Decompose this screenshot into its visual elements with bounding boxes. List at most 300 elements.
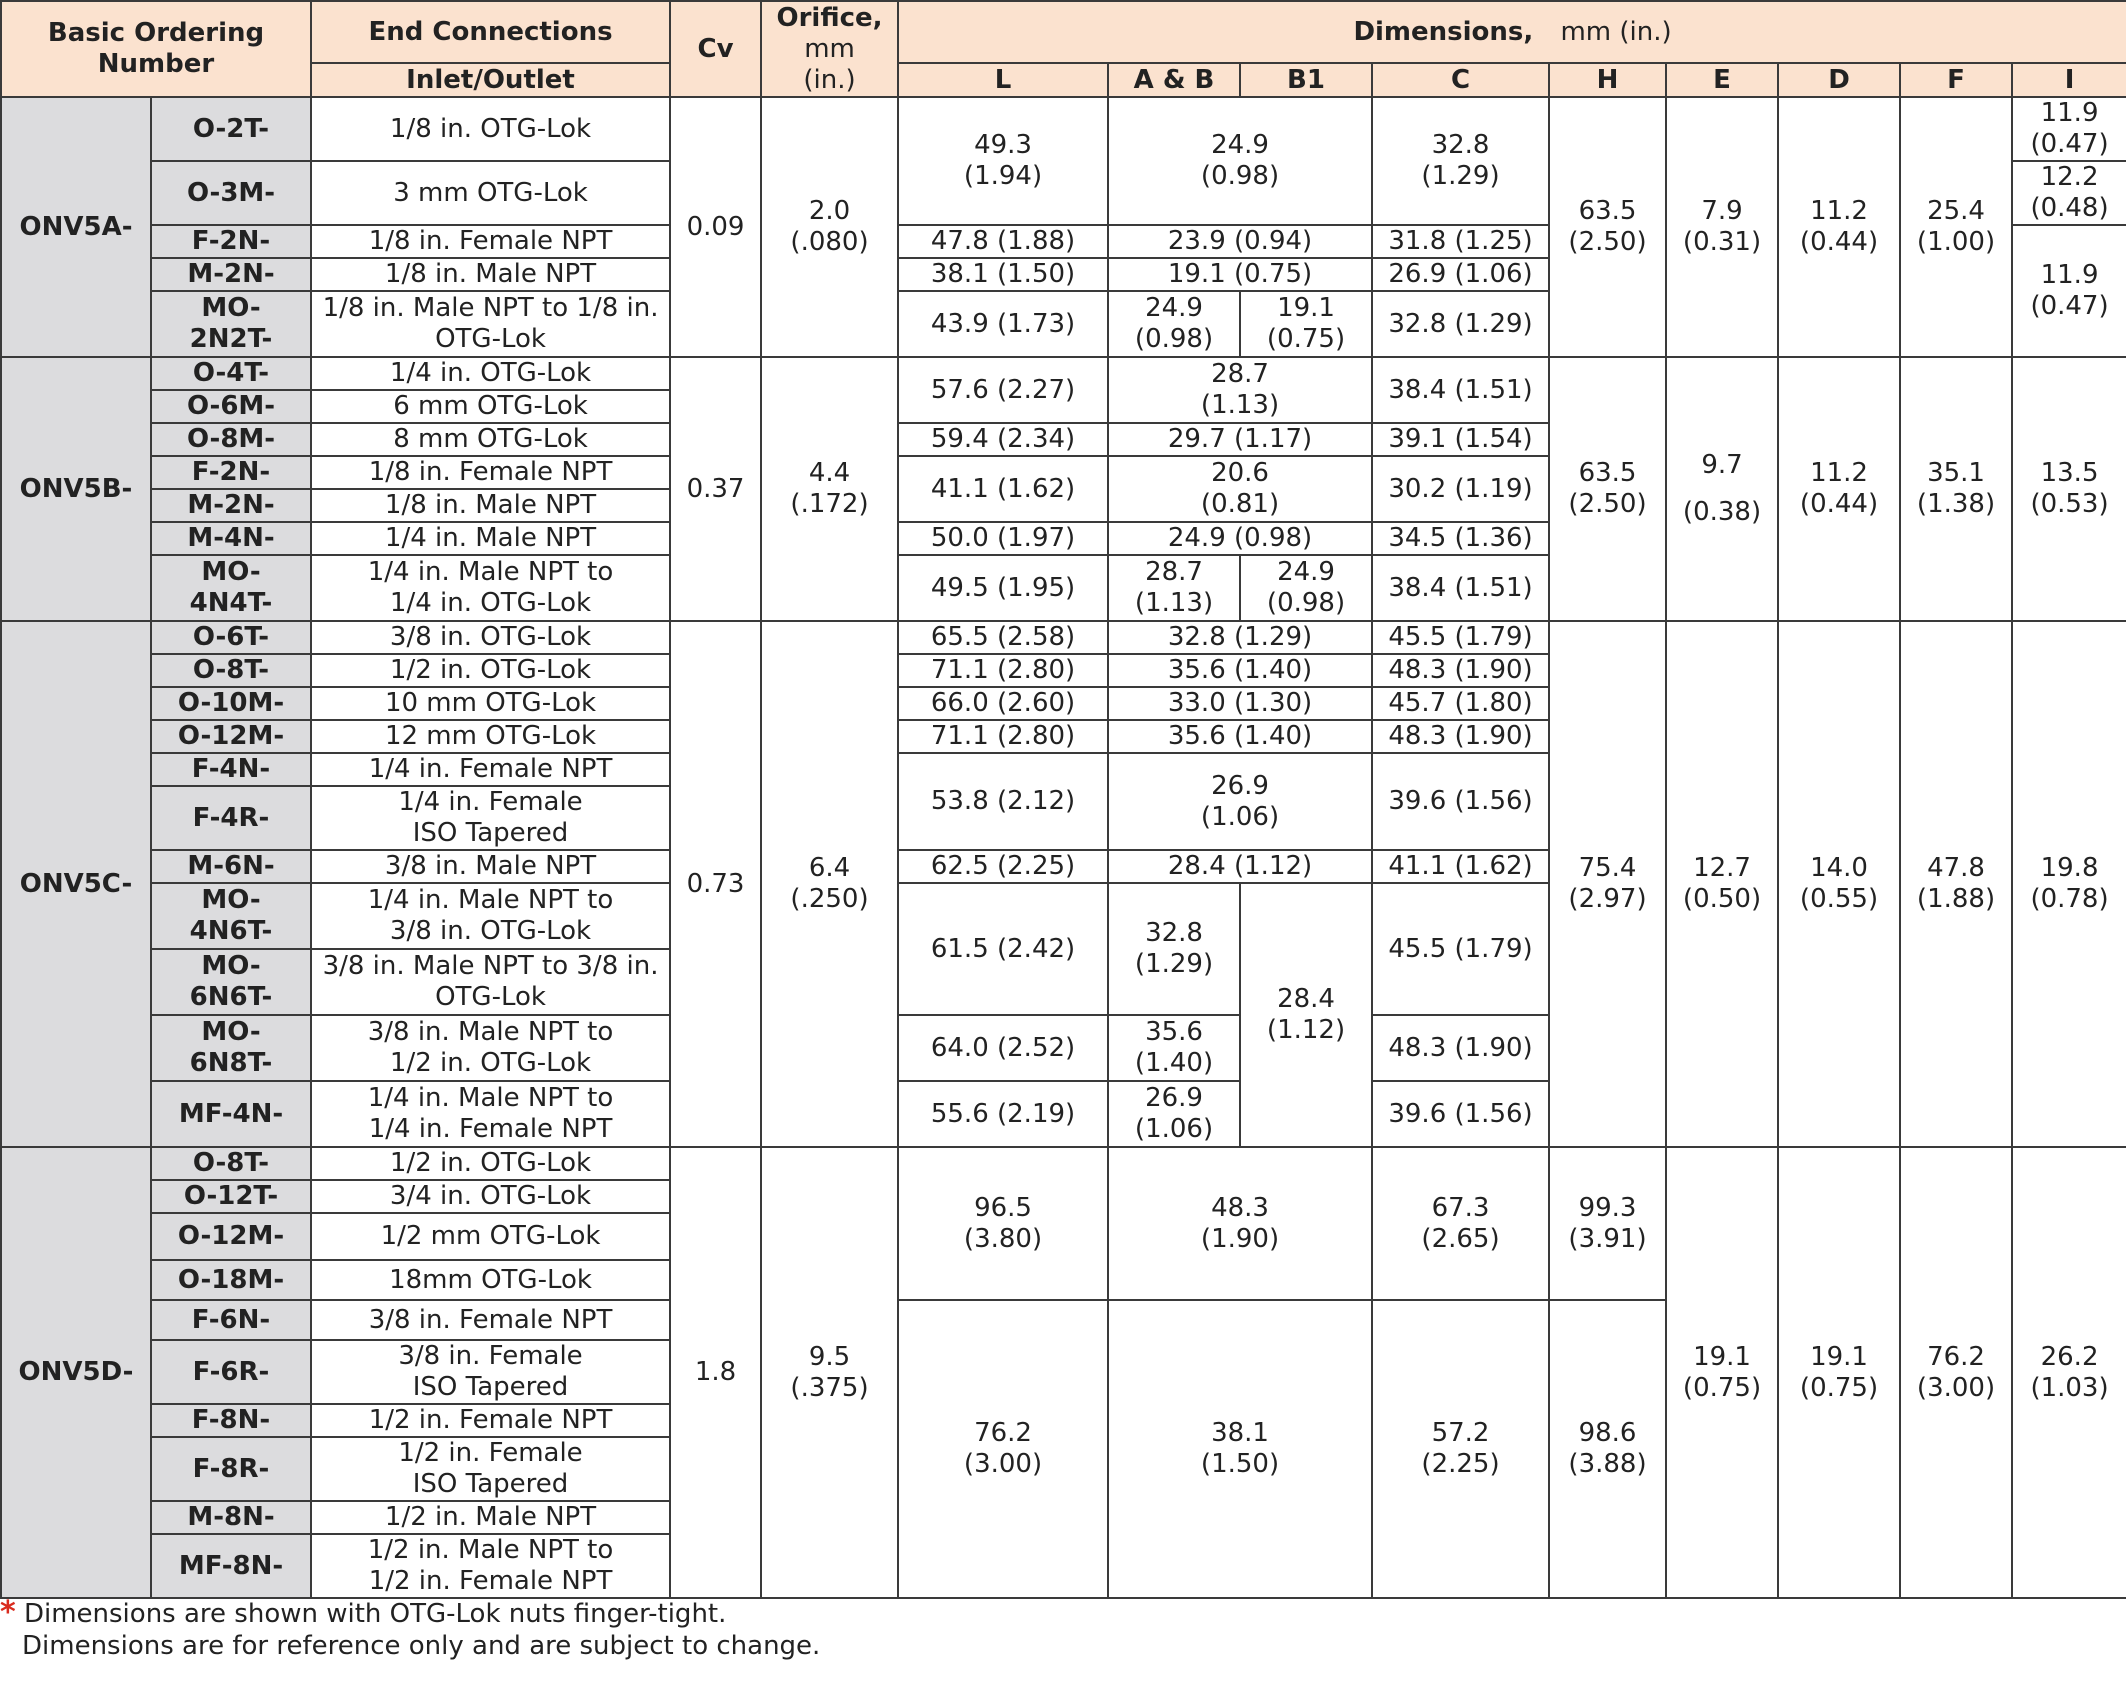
dim-AB: 29.7 (1.17) xyxy=(1108,423,1372,456)
dim-mm: 24.9 xyxy=(1145,293,1203,323)
conn-line: 1/4 in. Male NPT to xyxy=(367,885,614,915)
dim-C: 39.6 (1.56) xyxy=(1372,753,1549,850)
conn-line: 1/4 in. Male NPT to xyxy=(367,557,614,587)
conn-line: 3/8 in. OTG-Lok xyxy=(389,916,592,946)
dim-L: 50.0 (1.97) xyxy=(898,522,1108,555)
dim-L: 65.5 (2.58) xyxy=(898,621,1108,654)
dim-in: (1.29) xyxy=(1421,161,1500,191)
dim-in: (3.91) xyxy=(1568,1223,1647,1254)
dim-C: 38.4 (1.51) xyxy=(1372,357,1549,423)
dim-mm: 63.5 xyxy=(1578,196,1637,226)
dim-I xyxy=(2012,161,2126,225)
dim-L: 47.8 (1.88) xyxy=(898,225,1108,258)
dim-D xyxy=(1778,357,1900,621)
dim-L: 71.1 (2.80) xyxy=(898,654,1108,687)
code-line: MO- xyxy=(201,1017,261,1047)
dim-E xyxy=(1666,621,1778,1147)
dim-H xyxy=(1549,1300,1666,1598)
end-connection: 1/2 mm OTG-Lok xyxy=(311,1213,670,1260)
dim-in: (0.75) xyxy=(1682,1372,1762,1403)
ordering-code xyxy=(151,949,311,1015)
group-number: ONV5A- xyxy=(1,97,151,357)
end-connection: 1/4 in. Male NPT xyxy=(311,522,670,555)
conn-line: 1/4 in. Female NPT xyxy=(368,1114,613,1144)
dim-mm: 28.7 xyxy=(1211,359,1269,389)
header-dimensions xyxy=(898,1,2126,63)
footnotes xyxy=(0,1597,820,1662)
dim-mm: 11.2 xyxy=(1810,458,1868,488)
ordering-code: O-8T- xyxy=(151,654,311,687)
dim-I xyxy=(2012,225,2126,357)
dim-L: 43.9 (1.73) xyxy=(898,291,1108,357)
ordering-code: O-3M- xyxy=(151,161,311,225)
dim-in: (1.90) xyxy=(1200,1223,1280,1254)
conn-line: 3/8 in. Male NPT to 3/8 in. xyxy=(322,951,659,981)
dim-B1 xyxy=(1240,883,1372,1147)
footnote-2: Dimensions are for reference only and are subject to change. xyxy=(22,1631,821,1661)
dim-mm: 48.3 xyxy=(1211,1192,1269,1223)
ordering-code: O-8T- xyxy=(151,1147,311,1180)
header-col-I: I xyxy=(2012,63,2126,97)
ordering-code: F-4N- xyxy=(151,753,311,786)
end-connection: 18mm OTG-Lok xyxy=(311,1260,670,1300)
group-number: ONV5C- xyxy=(1,621,151,1147)
dim-AB xyxy=(1108,1300,1372,1598)
end-connection xyxy=(311,555,670,621)
dim-mm: 11.9 xyxy=(2040,260,2099,290)
dim-mm: 11.9 xyxy=(2040,98,2099,128)
dim-F xyxy=(1900,97,2012,357)
dim-in: (1.06) xyxy=(1134,1114,1214,1144)
end-connection: 8 mm OTG-Lok xyxy=(311,423,670,456)
code-line: MO- xyxy=(201,885,261,915)
dim-C: 30.2 (1.19) xyxy=(1372,456,1549,522)
ordering-code xyxy=(151,883,311,949)
dim-in: (1.03) xyxy=(2030,1372,2109,1403)
dim-L: 71.1 (2.80) xyxy=(898,720,1108,753)
ordering-code: M-6N- xyxy=(151,850,311,883)
group-number: ONV5B- xyxy=(1,357,151,621)
end-connection: 1/2 in. Male NPT xyxy=(311,1501,670,1534)
dim-in: (0.98) xyxy=(1200,161,1280,191)
header-orifice xyxy=(761,1,898,97)
orifice-in: (.172) xyxy=(790,489,869,519)
end-connection xyxy=(311,1081,670,1147)
dim-L: 57.6 (2.27) xyxy=(898,357,1108,423)
dim-in: (0.44) xyxy=(1799,489,1879,519)
end-connection: 1/4 in. Female NPT xyxy=(311,753,670,786)
dim-in: (2.50) xyxy=(1568,489,1647,519)
dim-AB xyxy=(1108,555,1240,621)
dim-B1 xyxy=(1240,555,1372,621)
dim-AB: 35.6 (1.40) xyxy=(1108,720,1372,753)
dim-in: (0.31) xyxy=(1682,227,1762,257)
dim-in: (3.88) xyxy=(1568,1449,1647,1479)
table-row xyxy=(1,1147,2126,1180)
conn-line: 1/4 in. OTG-Lok xyxy=(389,588,592,618)
end-connection xyxy=(311,1534,670,1598)
dim-D xyxy=(1778,1147,1900,1598)
header-col-B1: B1 xyxy=(1240,63,1372,97)
header-end-connections: End Connections xyxy=(311,1,670,63)
dim-mm: 12.2 xyxy=(2040,162,2099,192)
dim-C: 45.7 (1.80) xyxy=(1372,687,1549,720)
end-connection xyxy=(311,883,670,949)
header-dimensions-title: Dimensions, xyxy=(1353,16,1534,47)
header-inlet-outlet: Inlet/Outlet xyxy=(311,63,670,97)
dim-mm: 96.5 xyxy=(974,1192,1032,1223)
conn-line: 1/2 in. Male NPT to xyxy=(367,1535,614,1565)
dim-F xyxy=(1900,357,2012,621)
header-col-C: C xyxy=(1372,63,1549,97)
dim-in: (1.06) xyxy=(1200,801,1280,832)
dim-B1 xyxy=(1240,291,1372,357)
code-line: 4N6T- xyxy=(189,916,273,946)
dim-mm: 19.8 xyxy=(2040,853,2099,883)
dim-C: 41.1 (1.62) xyxy=(1372,850,1549,883)
dim-AB xyxy=(1108,357,1372,423)
conn-line: ISO Tapered xyxy=(412,1469,569,1499)
dim-C: 39.6 (1.56) xyxy=(1372,1081,1549,1147)
dim-in: (0.75) xyxy=(1799,1372,1879,1403)
dim-in: (3.80) xyxy=(963,1223,1043,1254)
dim-H xyxy=(1549,1147,1666,1300)
dim-F xyxy=(1900,1147,2012,1598)
dim-L: 66.0 (2.60) xyxy=(898,687,1108,720)
dim-C: 45.5 (1.79) xyxy=(1372,621,1549,654)
dim-C: 31.8 (1.25) xyxy=(1372,225,1549,258)
dim-C: 48.3 (1.90) xyxy=(1372,654,1549,687)
dim-E xyxy=(1666,357,1778,621)
dim-mm: 12.7 xyxy=(1693,853,1751,883)
ordering-code: O-8M- xyxy=(151,423,311,456)
dim-mm: 26.2 xyxy=(2040,1341,2099,1372)
dim-AB xyxy=(1108,1081,1240,1147)
conn-line: OTG-Lok xyxy=(435,324,546,354)
dim-mm: 11.2 xyxy=(1810,196,1868,226)
dim-in: (0.47) xyxy=(2030,291,2109,321)
table-row xyxy=(1,621,2126,654)
dim-mm: 35.1 xyxy=(1927,458,1985,488)
conn-line: 1/2 in. Female xyxy=(398,1438,583,1468)
dim-C: 48.3 (1.90) xyxy=(1372,720,1549,753)
conn-line: 1/4 in. Female xyxy=(398,787,583,817)
dim-in: (0.38) xyxy=(1682,497,1762,527)
orifice-in: (.080) xyxy=(790,227,869,257)
conn-line: 1/2 in. Female NPT xyxy=(368,1566,613,1596)
dim-in: (1.40) xyxy=(1134,1048,1214,1078)
dim-in: (0.98) xyxy=(1134,324,1214,354)
dim-AB xyxy=(1108,291,1240,357)
dim-C: 39.1 (1.54) xyxy=(1372,423,1549,456)
dim-L: 64.0 (2.52) xyxy=(898,1015,1108,1081)
header-col-D: D xyxy=(1778,63,1900,97)
ordering-code: F-4R- xyxy=(151,786,311,850)
dim-mm: 24.9 xyxy=(1211,130,1269,160)
code-line: MO- xyxy=(201,293,261,323)
dim-AB: 23.9 (0.94) xyxy=(1108,225,1372,258)
dim-AB: 32.8 (1.29) xyxy=(1108,621,1372,654)
ordering-code: M-2N- xyxy=(151,258,311,291)
ordering-code: M-8N- xyxy=(151,1501,311,1534)
end-connection: 1/2 in. OTG-Lok xyxy=(311,654,670,687)
dim-E xyxy=(1666,1147,1778,1598)
ordering-code: F-6R- xyxy=(151,1340,311,1404)
dim-AB xyxy=(1108,1015,1240,1081)
code-line: MO- xyxy=(201,951,261,981)
group-number: ONV5D- xyxy=(1,1147,151,1598)
header-col-H: H xyxy=(1549,63,1666,97)
end-connection xyxy=(311,1437,670,1501)
dim-mm: 75.4 xyxy=(1578,853,1637,883)
dim-C: 45.5 (1.79) xyxy=(1372,883,1549,1015)
ordering-code xyxy=(151,555,311,621)
code-line: 6N6T- xyxy=(189,982,273,1012)
dim-L: 59.4 (2.34) xyxy=(898,423,1108,456)
dim-I xyxy=(2012,1147,2126,1598)
end-connection: 1/2 in. OTG-Lok xyxy=(311,1147,670,1180)
dim-mm: 63.5 xyxy=(1578,458,1637,488)
ordering-code: M-2N- xyxy=(151,489,311,522)
dim-L: 41.1 (1.62) xyxy=(898,456,1108,522)
dim-I xyxy=(2012,97,2126,161)
dim-in: (2.25) xyxy=(1421,1449,1500,1479)
cv-value: 1.8 xyxy=(670,1147,761,1598)
dim-in: (2.50) xyxy=(1568,227,1647,257)
dim-D xyxy=(1778,621,1900,1147)
dim-F xyxy=(1900,621,2012,1147)
table-row xyxy=(1,357,2126,390)
dim-in: (1.29) xyxy=(1134,949,1214,979)
dim-in: (0.44) xyxy=(1799,227,1879,257)
table-row xyxy=(1,97,2126,161)
end-connection: 3/8 in. Male NPT xyxy=(311,850,670,883)
dim-in: (3.00) xyxy=(1916,1372,1996,1403)
ordering-code: F-2N- xyxy=(151,456,311,489)
end-connection: 10 mm OTG-Lok xyxy=(311,687,670,720)
dim-in: (0.98) xyxy=(1266,588,1346,618)
dim-L: 38.1 (1.50) xyxy=(898,258,1108,291)
dim-C: 48.3 (1.90) xyxy=(1372,1015,1549,1081)
orifice-value xyxy=(761,357,898,621)
dim-L: 53.8 (2.12) xyxy=(898,753,1108,850)
dim-C: 38.4 (1.51) xyxy=(1372,555,1549,621)
end-connection: 3/8 in. OTG-Lok xyxy=(311,621,670,654)
dim-in: (1.38) xyxy=(1916,489,1996,519)
dim-AB: 35.6 (1.40) xyxy=(1108,654,1372,687)
dim-in: (1.13) xyxy=(1200,390,1280,420)
end-connection: 1/8 in. OTG-Lok xyxy=(311,97,670,161)
dim-mm: 57.2 xyxy=(1431,1418,1490,1448)
conn-line: 1/8 in. Male NPT to 1/8 in. xyxy=(322,293,659,323)
dim-in: (1.13) xyxy=(1134,588,1214,618)
dim-mm: 76.2 xyxy=(974,1418,1032,1448)
header-orifice-unit-mm: mm xyxy=(804,33,855,64)
cv-value: 0.73 xyxy=(670,621,761,1147)
conn-line: ISO Tapered xyxy=(412,818,569,848)
end-connection: 1/8 in. Female NPT xyxy=(311,225,670,258)
ordering-code: F-8N- xyxy=(151,1404,311,1437)
ordering-code: M-4N- xyxy=(151,522,311,555)
dim-L: 55.6 (2.19) xyxy=(898,1081,1108,1147)
ordering-code: MF-4N- xyxy=(151,1081,311,1147)
dim-mm: 19.1 xyxy=(1693,1341,1751,1372)
dim-AB xyxy=(1108,753,1372,850)
header-orifice-unit-in: (in.) xyxy=(803,64,856,95)
ordering-code: O-10M- xyxy=(151,687,311,720)
ordering-code: O-4T- xyxy=(151,357,311,390)
dim-AB: 33.0 (1.30) xyxy=(1108,687,1372,720)
asterisk-icon: * xyxy=(0,1595,16,1630)
ordering-code: O-6M- xyxy=(151,390,311,423)
end-connection xyxy=(311,1340,670,1404)
end-connection: 1/8 in. Female NPT xyxy=(311,456,670,489)
dim-C: 34.5 (1.36) xyxy=(1372,522,1549,555)
dim-C xyxy=(1372,1147,1549,1300)
conn-line: 1/2 in. OTG-Lok xyxy=(389,1048,592,1078)
code-line: MO- xyxy=(201,557,261,587)
dim-C xyxy=(1372,1300,1549,1598)
dim-in: (0.55) xyxy=(1799,884,1879,914)
dim-L xyxy=(898,1147,1108,1300)
ordering-code: O-6T- xyxy=(151,621,311,654)
dim-mm: 13.5 xyxy=(2040,458,2099,488)
dim-AB xyxy=(1108,97,1372,225)
dim-AB: 24.9 (0.98) xyxy=(1108,522,1372,555)
header-col-E: E xyxy=(1666,63,1778,97)
code-line: 6N8T- xyxy=(189,1048,273,1078)
header-col-AB: A & B xyxy=(1108,63,1240,97)
dim-L: 62.5 (2.25) xyxy=(898,850,1108,883)
dim-AB: 28.4 (1.12) xyxy=(1108,850,1372,883)
dim-AB xyxy=(1108,456,1372,522)
header-orifice-title: Orifice, xyxy=(776,2,883,33)
end-connection: 1/8 in. Male NPT xyxy=(311,258,670,291)
ordering-code: F-2N- xyxy=(151,225,311,258)
dim-mm: 67.3 xyxy=(1431,1192,1490,1223)
dim-mm: 32.8 xyxy=(1145,918,1203,948)
end-connection: 12 mm OTG-Lok xyxy=(311,720,670,753)
dim-mm: 76.2 xyxy=(1927,1341,1985,1372)
ordering-code: O-12M- xyxy=(151,1213,311,1260)
dim-H xyxy=(1549,621,1666,1147)
orifice-value xyxy=(761,97,898,357)
orifice-mm: 4.4 xyxy=(808,458,851,488)
dim-mm: 25.4 xyxy=(1927,196,1985,226)
dim-AB xyxy=(1108,883,1240,1015)
footnote-1-text: Dimensions are shown with OTG-Lok nuts finger-tight. xyxy=(23,1599,727,1629)
dim-in: (1.12) xyxy=(1266,1015,1346,1045)
dim-in: (2.97) xyxy=(1568,884,1647,914)
dim-in: (0.48) xyxy=(2030,193,2109,223)
end-connection: 3 mm OTG-Lok xyxy=(311,161,670,225)
ordering-code: F-8R- xyxy=(151,1437,311,1501)
dim-mm: 9.7 xyxy=(1701,450,1743,480)
dim-C xyxy=(1372,97,1549,225)
header-cv: Cv xyxy=(670,1,761,97)
end-connection: 6 mm OTG-Lok xyxy=(311,390,670,423)
end-connection: 1/8 in. Male NPT xyxy=(311,489,670,522)
ordering-code: F-6N- xyxy=(151,1300,311,1340)
ordering-code: O-18M- xyxy=(151,1260,311,1300)
dim-E xyxy=(1666,97,1778,357)
dim-L xyxy=(898,97,1108,225)
dim-mm: 35.6 xyxy=(1145,1017,1203,1047)
dim-mm: 98.6 xyxy=(1578,1418,1637,1448)
conn-line: 3/8 in. Female xyxy=(398,1341,583,1371)
dim-in: (1.00) xyxy=(1916,227,1996,257)
dim-L: 61.5 (2.42) xyxy=(898,883,1108,1015)
dim-L xyxy=(898,1300,1108,1598)
dim-in: (3.00) xyxy=(963,1449,1043,1479)
end-connection xyxy=(311,1015,670,1081)
end-connection: 3/8 in. Female NPT xyxy=(311,1300,670,1340)
dim-mm: 47.8 xyxy=(1927,853,1985,883)
ordering-code: MF-8N- xyxy=(151,1534,311,1598)
end-connection xyxy=(311,291,670,357)
dim-D xyxy=(1778,97,1900,357)
dim-I xyxy=(2012,621,2126,1147)
orifice-mm: 6.4 xyxy=(808,853,851,883)
dim-mm: 26.9 xyxy=(1145,1083,1203,1113)
cv-value: 0.37 xyxy=(670,357,761,621)
header-col-L: L xyxy=(898,63,1108,97)
dim-C: 32.8 (1.29) xyxy=(1372,291,1549,357)
code-line: 2N2T- xyxy=(189,324,273,354)
end-connection xyxy=(311,949,670,1015)
conn-line: 1/4 in. Male NPT to xyxy=(367,1083,614,1113)
dim-mm: 28.7 xyxy=(1145,557,1203,587)
header-basic-ordering-number: Basic Ordering Number xyxy=(1,1,311,97)
dim-mm: 99.3 xyxy=(1578,1192,1637,1223)
footnote-1 xyxy=(0,1597,820,1630)
ordering-code xyxy=(151,291,311,357)
dim-mm: 7.9 xyxy=(1701,196,1743,226)
dim-in: (0.81) xyxy=(1200,489,1280,519)
dim-mm: 38.1 xyxy=(1211,1418,1269,1448)
ordering-code: O-12M- xyxy=(151,720,311,753)
header-dimensions-unit: mm (in.) xyxy=(1560,16,1672,47)
dim-L: 49.5 (1.95) xyxy=(898,555,1108,621)
end-connection: 1/4 in. OTG-Lok xyxy=(311,357,670,390)
orifice-value xyxy=(761,1147,898,1598)
dim-mm: 14.0 xyxy=(1810,853,1868,883)
dim-I xyxy=(2012,357,2126,621)
dim-in: (0.47) xyxy=(2030,129,2109,159)
dim-H xyxy=(1549,97,1666,357)
dim-mm: 26.9 xyxy=(1211,770,1269,801)
dim-in: (0.75) xyxy=(1266,324,1346,354)
dim-AB xyxy=(1108,1147,1372,1300)
dim-in: (0.78) xyxy=(2030,884,2109,914)
ordering-code: O-2T- xyxy=(151,97,311,161)
dim-in: (1.94) xyxy=(963,161,1043,191)
dim-mm: 19.1 xyxy=(1810,1341,1868,1372)
dim-AB: 19.1 (0.75) xyxy=(1108,258,1372,291)
orifice-in: (.250) xyxy=(790,884,869,914)
conn-line: OTG-Lok xyxy=(435,982,546,1012)
dim-H xyxy=(1549,357,1666,621)
dim-in: (2.65) xyxy=(1421,1223,1500,1254)
end-connection: 3/4 in. OTG-Lok xyxy=(311,1180,670,1213)
dim-mm: 28.4 xyxy=(1277,984,1335,1014)
orifice-in: (.375) xyxy=(790,1372,869,1403)
code-line: 4N4T- xyxy=(189,588,273,618)
dim-mm: 19.1 xyxy=(1277,293,1335,323)
dim-C: 26.9 (1.06) xyxy=(1372,258,1549,291)
dim-mm: 20.6 xyxy=(1211,458,1269,488)
orifice-mm: 9.5 xyxy=(808,1341,851,1372)
